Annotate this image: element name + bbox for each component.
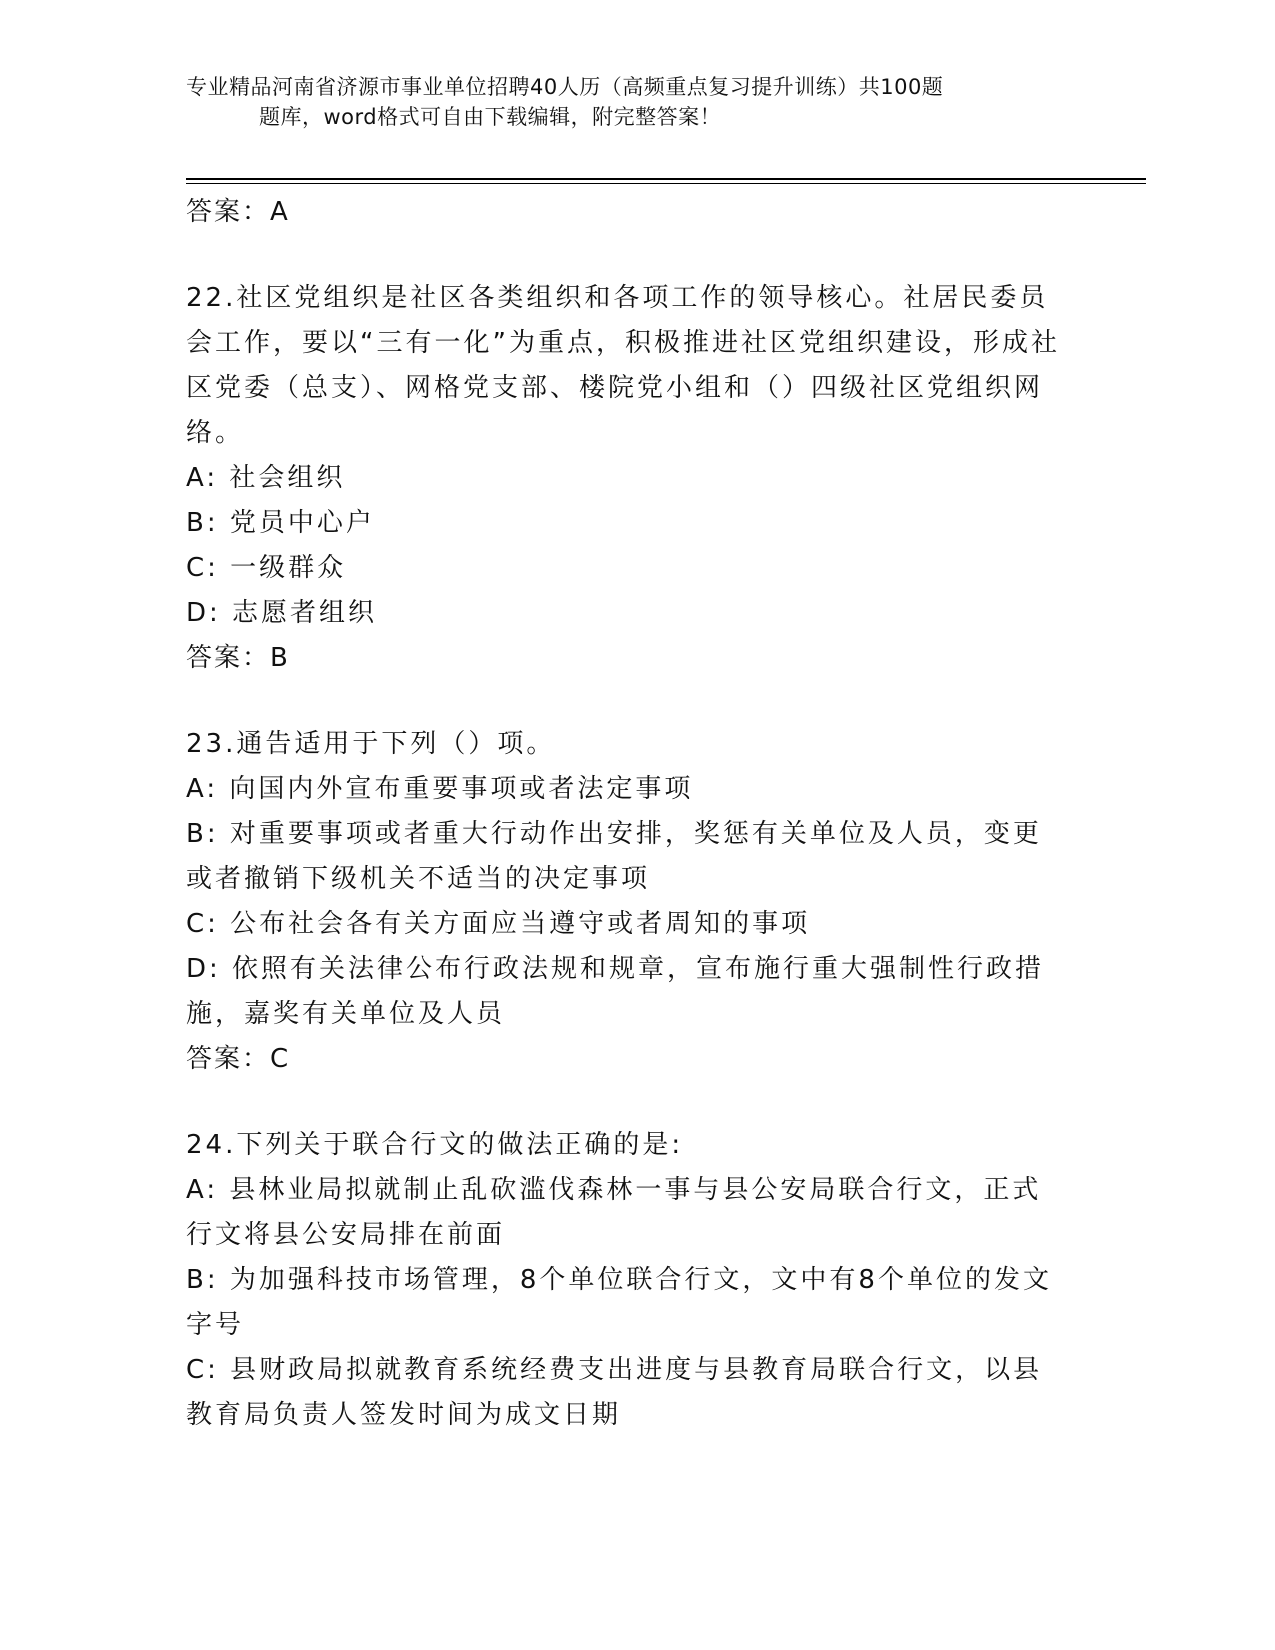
- option-a: A: 社会组织: [186, 463, 346, 493]
- option-c: C: 一级群众: [186, 553, 347, 583]
- option-d: D: 依照有关法律公布行政法规和规章，宣布施行重大强制性行政措施，嘉奖有关单位及人员: [186, 954, 1045, 1029]
- header-divider-thin: [186, 183, 1146, 184]
- option-b: B: 为加强科技市场管理，8个单位联合行文，文中有8个单位的发文字号: [186, 1265, 1052, 1340]
- question-24: [186, 1123, 1066, 1438]
- header-divider-thick: [186, 178, 1146, 180]
- page-header: [186, 72, 1066, 132]
- question-text: 23.通告适用于下列（）项。: [186, 729, 556, 759]
- option-c: C: 县财政局拟就教育系统经费支出进度与县教育局联合行文，以县教育局负责人签发时间为成文日期: [186, 1355, 1043, 1430]
- question-answer: 答案：C: [186, 1044, 291, 1074]
- option-a: A: 向国内外宣布重要事项或者法定事项: [186, 774, 694, 804]
- document-body: [186, 190, 1066, 1438]
- previous-question-answer: 答案：A: [186, 197, 290, 227]
- header-title-line-1: 专业精品河南省济源市事业单位招聘40人历（高频重点复习提升训练）共100题: [186, 75, 944, 99]
- option-b: B: 党员中心户: [186, 508, 375, 538]
- option-c: C: 公布社会各有关方面应当遵守或者周知的事项: [186, 909, 811, 939]
- question-answer: 答案：B: [186, 643, 290, 673]
- question-22: [186, 276, 1066, 681]
- option-b: B: 对重要事项或者重大行动作出安排，奖惩有关单位及人员，变更或者撤销下级机关不适当的决定事项: [186, 819, 1042, 894]
- header-title-line-2: 题库，word格式可自由下载编辑，附完整答案！: [259, 105, 722, 129]
- question-text: 24.下列关于联合行文的做法正确的是:: [186, 1130, 684, 1160]
- option-d: D: 志愿者组织: [186, 598, 378, 628]
- option-a: A: 县林业局拟就制止乱砍滥伐森林一事与县公安局联合行文，正式行文将县公安局排在前面: [186, 1175, 1042, 1250]
- question-text: 22.社区党组织是社区各类组织和各项工作的领导核心。社居民委员会工作，要以“三有一化”为重点，积极推进社区党组织建设，形成社区党委（总支）、网格党支部、楼院党小组和（）四级社区党组织网络。: [186, 283, 1060, 448]
- question-23: [186, 722, 1066, 1082]
